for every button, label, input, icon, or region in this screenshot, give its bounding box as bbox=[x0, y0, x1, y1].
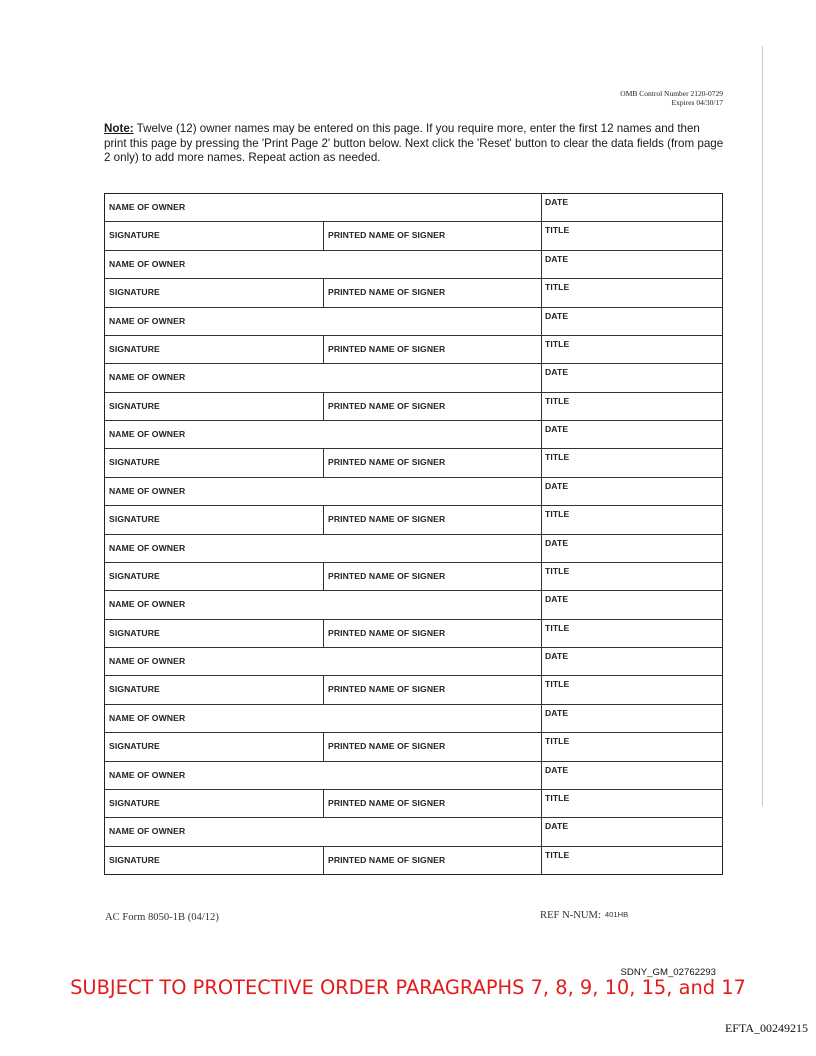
title-field[interactable]: TITLE bbox=[541, 620, 722, 647]
signature-field[interactable]: SIGNATURE bbox=[109, 741, 160, 752]
printed-name-field[interactable]: PRINTED NAME OF SIGNER bbox=[323, 449, 541, 476]
name-of-owner-field[interactable]: NAME OF OWNER bbox=[109, 769, 186, 780]
signer-row bbox=[105, 733, 722, 761]
name-of-owner-field[interactable]: NAME OF OWNER bbox=[109, 599, 186, 610]
signer-row bbox=[105, 449, 722, 477]
signer-row bbox=[105, 506, 722, 534]
name-of-owner-field[interactable]: NAME OF OWNER bbox=[109, 826, 186, 837]
printed-name-field[interactable]: PRINTED NAME OF SIGNER bbox=[323, 847, 541, 874]
signature-field[interactable]: SIGNATURE bbox=[109, 230, 160, 241]
signature-field[interactable]: SIGNATURE bbox=[109, 343, 160, 354]
signature-field[interactable]: SIGNATURE bbox=[109, 797, 160, 808]
owner-row bbox=[105, 478, 722, 506]
ref-n-num-value: 401HB bbox=[604, 910, 629, 919]
owner-row bbox=[105, 364, 722, 392]
owner-row bbox=[105, 818, 722, 846]
name-of-owner-field[interactable]: NAME OF OWNER bbox=[109, 315, 186, 326]
printed-name-field[interactable]: PRINTED NAME OF SIGNER bbox=[323, 563, 541, 590]
owner-row bbox=[105, 251, 722, 279]
title-field[interactable]: TITLE bbox=[541, 563, 722, 590]
name-of-owner-field[interactable]: NAME OF OWNER bbox=[109, 485, 186, 496]
date-field[interactable]: DATE bbox=[541, 762, 722, 789]
omb-expires: Expires 04/30/17 bbox=[671, 98, 723, 107]
signer-row bbox=[105, 393, 722, 421]
owner-row bbox=[105, 308, 722, 336]
owner-row bbox=[105, 194, 722, 222]
date-field[interactable]: DATE bbox=[541, 308, 722, 335]
date-field[interactable]: DATE bbox=[541, 535, 722, 562]
signature-field[interactable]: SIGNATURE bbox=[109, 287, 160, 298]
signature-field[interactable]: SIGNATURE bbox=[109, 457, 160, 468]
date-field[interactable]: DATE bbox=[541, 421, 722, 448]
omb-control-number: OMB Control Number 2120-0729 bbox=[620, 89, 723, 98]
name-of-owner-field[interactable]: NAME OF OWNER bbox=[109, 656, 186, 666]
name-of-owner-field[interactable]: NAME OF OWNER bbox=[109, 429, 186, 439]
signer-row bbox=[105, 620, 722, 648]
ref-n-num bbox=[540, 910, 628, 921]
name-of-owner-field[interactable]: NAME OF OWNER bbox=[109, 372, 186, 383]
signer-row bbox=[105, 279, 722, 307]
title-field[interactable]: TITLE bbox=[541, 733, 722, 760]
note-label: Note: bbox=[104, 122, 134, 135]
title-field[interactable]: TITLE bbox=[541, 279, 722, 306]
title-field[interactable]: TITLE bbox=[541, 393, 722, 420]
title-field[interactable]: TITLE bbox=[541, 676, 722, 703]
name-of-owner-field[interactable]: NAME OF OWNER bbox=[109, 712, 186, 723]
form-number: AC Form 8050-1B (04/12) bbox=[105, 912, 219, 923]
signature-field[interactable]: SIGNATURE bbox=[109, 514, 160, 525]
title-field[interactable]: TITLE bbox=[541, 847, 722, 874]
signer-row bbox=[105, 676, 722, 704]
efta-number: EFTA_00249215 bbox=[724, 1021, 808, 1035]
protective-order-stamp: SUBJECT TO PROTECTIVE ORDER PARAGRAPHS 7, 8, 9, 10, 15, and 17 bbox=[70, 976, 746, 999]
date-field[interactable]: DATE bbox=[541, 478, 722, 505]
owners-signature-table bbox=[104, 193, 723, 875]
printed-name-field[interactable]: PRINTED NAME OF SIGNER bbox=[323, 393, 541, 420]
title-field[interactable]: TITLE bbox=[541, 449, 722, 476]
signature-field[interactable]: SIGNATURE bbox=[109, 627, 160, 638]
date-field[interactable]: DATE bbox=[541, 194, 722, 221]
title-field[interactable]: TITLE bbox=[541, 506, 722, 533]
signature-field[interactable]: SIGNATURE bbox=[109, 570, 160, 581]
date-field[interactable]: DATE bbox=[541, 705, 722, 732]
printed-name-field[interactable]: PRINTED NAME OF SIGNER bbox=[323, 222, 541, 249]
owner-row bbox=[105, 648, 722, 676]
date-field[interactable]: DATE bbox=[541, 818, 722, 845]
date-field[interactable]: DATE bbox=[541, 648, 722, 675]
name-of-owner-field[interactable]: NAME OF OWNER bbox=[109, 258, 186, 269]
ref-n-num-label: REF N-NUM: bbox=[540, 910, 601, 921]
printed-name-field[interactable]: PRINTED NAME OF SIGNER bbox=[323, 790, 541, 817]
instruction-note bbox=[104, 122, 724, 166]
signature-field[interactable]: SIGNATURE bbox=[109, 854, 160, 865]
signature-field[interactable]: SIGNATURE bbox=[109, 400, 160, 411]
date-field[interactable]: DATE bbox=[541, 364, 722, 391]
title-field[interactable]: TITLE bbox=[541, 336, 722, 363]
owner-row bbox=[105, 762, 722, 790]
omb-control-block bbox=[620, 89, 723, 107]
printed-name-field[interactable]: PRINTED NAME OF SIGNER bbox=[323, 620, 541, 647]
note-text: Twelve (12) owner names may be entered on this page. If you require more, enter the first 12 names and then print this page by pressing the 'Print Page 2' button below. Next click the 'Reset' button to clear the data fields (from page 2 only) to add more names. Repeat action as needed. bbox=[104, 122, 724, 165]
owner-row bbox=[105, 705, 722, 733]
owner-row bbox=[105, 591, 722, 619]
printed-name-field[interactable]: PRINTED NAME OF SIGNER bbox=[323, 279, 541, 306]
date-field[interactable]: DATE bbox=[541, 591, 722, 618]
date-field[interactable]: DATE bbox=[541, 251, 722, 278]
scan-edge-rule bbox=[762, 46, 763, 806]
name-of-owner-field[interactable]: NAME OF OWNER bbox=[109, 202, 186, 212]
title-field[interactable]: TITLE bbox=[541, 790, 722, 817]
signer-row bbox=[105, 847, 722, 874]
signer-row bbox=[105, 563, 722, 591]
printed-name-field[interactable]: PRINTED NAME OF SIGNER bbox=[323, 506, 541, 533]
title-field[interactable]: TITLE bbox=[541, 222, 722, 249]
signer-row bbox=[105, 790, 722, 818]
name-of-owner-field[interactable]: NAME OF OWNER bbox=[109, 542, 186, 553]
owner-row bbox=[105, 535, 722, 563]
bates-number: SDNY_GM_02762293 bbox=[620, 967, 716, 978]
printed-name-field[interactable]: PRINTED NAME OF SIGNER bbox=[323, 676, 541, 703]
signature-field[interactable]: SIGNATURE bbox=[109, 684, 160, 695]
printed-name-field[interactable]: PRINTED NAME OF SIGNER bbox=[323, 336, 541, 363]
printed-name-field[interactable]: PRINTED NAME OF SIGNER bbox=[323, 733, 541, 760]
signer-row bbox=[105, 222, 722, 250]
owner-row bbox=[105, 421, 722, 449]
signer-row bbox=[105, 336, 722, 364]
